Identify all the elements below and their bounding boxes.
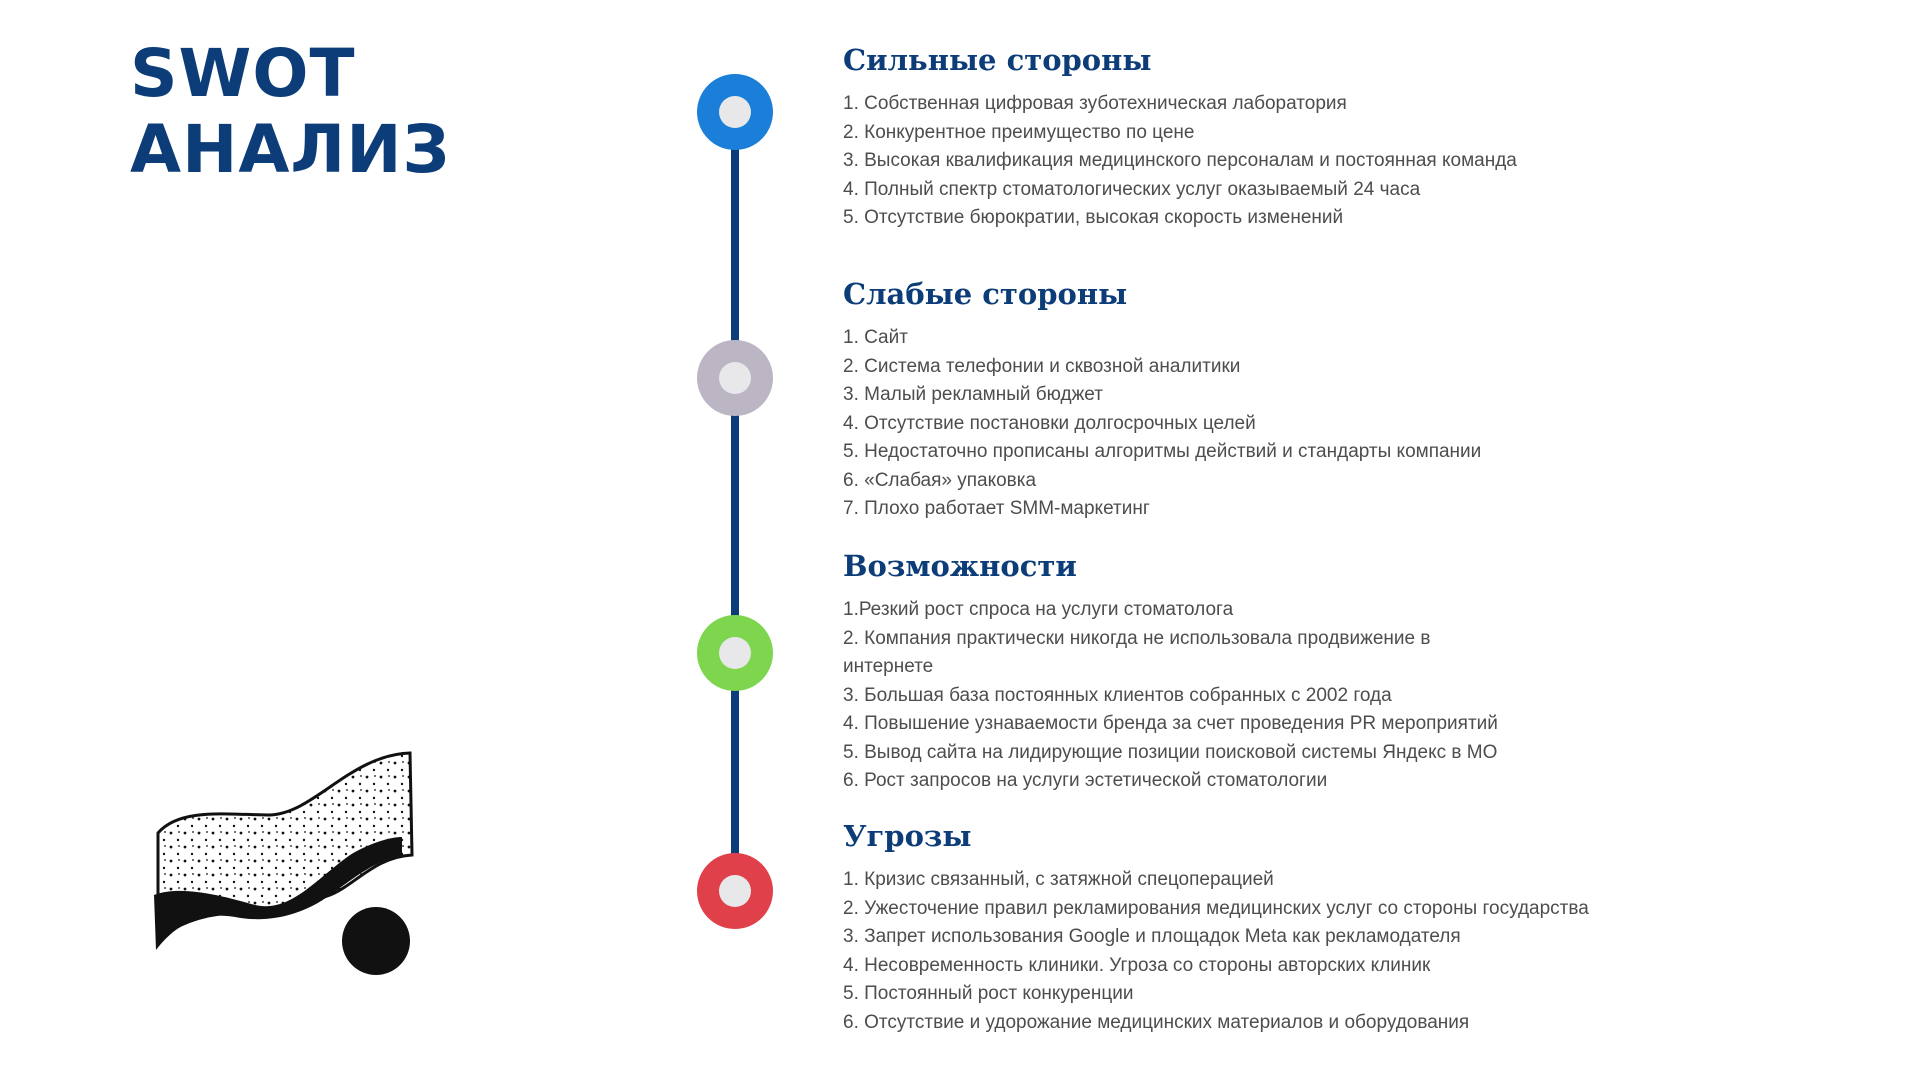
list-item: 1.Резкий рост спроса на услуги стоматолога (843, 599, 1234, 620)
list-item: 1. Собственная цифровая зуботехническая лаборатория (843, 93, 1347, 114)
list-item: 6. Рост запросов на услуги эстетической стоматологии (843, 770, 1328, 791)
timeline-line (731, 112, 739, 888)
list-item: 5. Вывод сайта на лидирующие позиции поисковой системы Яндекс в МО (843, 741, 1498, 763)
section-list (843, 90, 1863, 233)
decorative-wave-illustration (140, 745, 430, 975)
list-item: 4. Отсутствие постановки долгосрочных целей (843, 412, 1256, 434)
list-item: 4. Полный спектр стоматологических услуг оказываемый 24 часа (843, 178, 1421, 200)
list-item: 3. Запрет использования Google и площадок Meta как рекламодателя (843, 926, 1461, 947)
list-item: 3. Высокая квалификация медицинского персоналам и постоянная команда (843, 150, 1517, 171)
list-item: 2. Компания практически никогда не использовала продвижение в интернете (843, 627, 1431, 677)
list-item: 4. Повышение узнаваемости бренда за счет проведения PR мероприятий (843, 713, 1498, 734)
list-item: 5. Недостаточно прописаны алгоритмы действий и стандарты компании (843, 441, 1482, 462)
section-opportunities (843, 546, 1863, 796)
timeline-node-center (719, 875, 751, 907)
timeline-node-opportunities (697, 615, 773, 691)
section-heading: Возможности (843, 549, 1077, 583)
section-heading: Угрозы (843, 819, 972, 853)
black-circle (342, 907, 410, 975)
list-item: 3. Малый рекламный бюджет (843, 384, 1103, 405)
timeline-node-center (719, 362, 751, 394)
list-item: 1. Сайт (843, 327, 908, 348)
timeline-node-center (719, 637, 751, 669)
timeline-node-strengths (697, 74, 773, 150)
list-item: 6. «Слабая» упаковка (843, 469, 1037, 491)
section-weaknesses (843, 274, 1863, 524)
section-strengths (843, 40, 1863, 233)
list-item: 6. Отсутствие и удорожание медицинских материалов и оборудования (843, 1011, 1470, 1033)
timeline-node-center (719, 96, 751, 128)
list-item: 2. Ужесточение правил рекламирования медицинских услуг со стороны государства (843, 897, 1589, 919)
section-list (843, 324, 1863, 524)
timeline-node-threats (697, 853, 773, 929)
page-title (130, 36, 450, 188)
title-line-1: SWOT (130, 35, 356, 112)
timeline-node-weaknesses (697, 340, 773, 416)
list-item: 1. Кризис связанный, с затяжной спецоперацией (843, 869, 1274, 890)
section-threats (843, 816, 1863, 1037)
list-item: 3. Большая база постоянных клиентов собранных с 2002 года (843, 684, 1392, 706)
title-line-2: АНАЛИЗ (130, 111, 451, 188)
list-item: 7. Плохо работает SMM-маркетинг (843, 498, 1150, 519)
section-list (843, 596, 1863, 796)
list-item: 4. Несовременность клиники. Угроза со стороны авторских клиник (843, 954, 1431, 976)
list-item: 5. Постоянный рост конкуренции (843, 983, 1134, 1004)
list-item: 5. Отсутствие бюрократии, высокая скорость изменений (843, 207, 1344, 228)
section-heading: Слабые стороны (843, 277, 1128, 311)
section-list (843, 866, 1863, 1037)
list-item: 2. Конкурентное преимущество по цене (843, 121, 1195, 143)
section-heading: Сильные стороны (843, 43, 1152, 77)
list-item: 2. Система телефонии и сквозной аналитики (843, 355, 1241, 377)
